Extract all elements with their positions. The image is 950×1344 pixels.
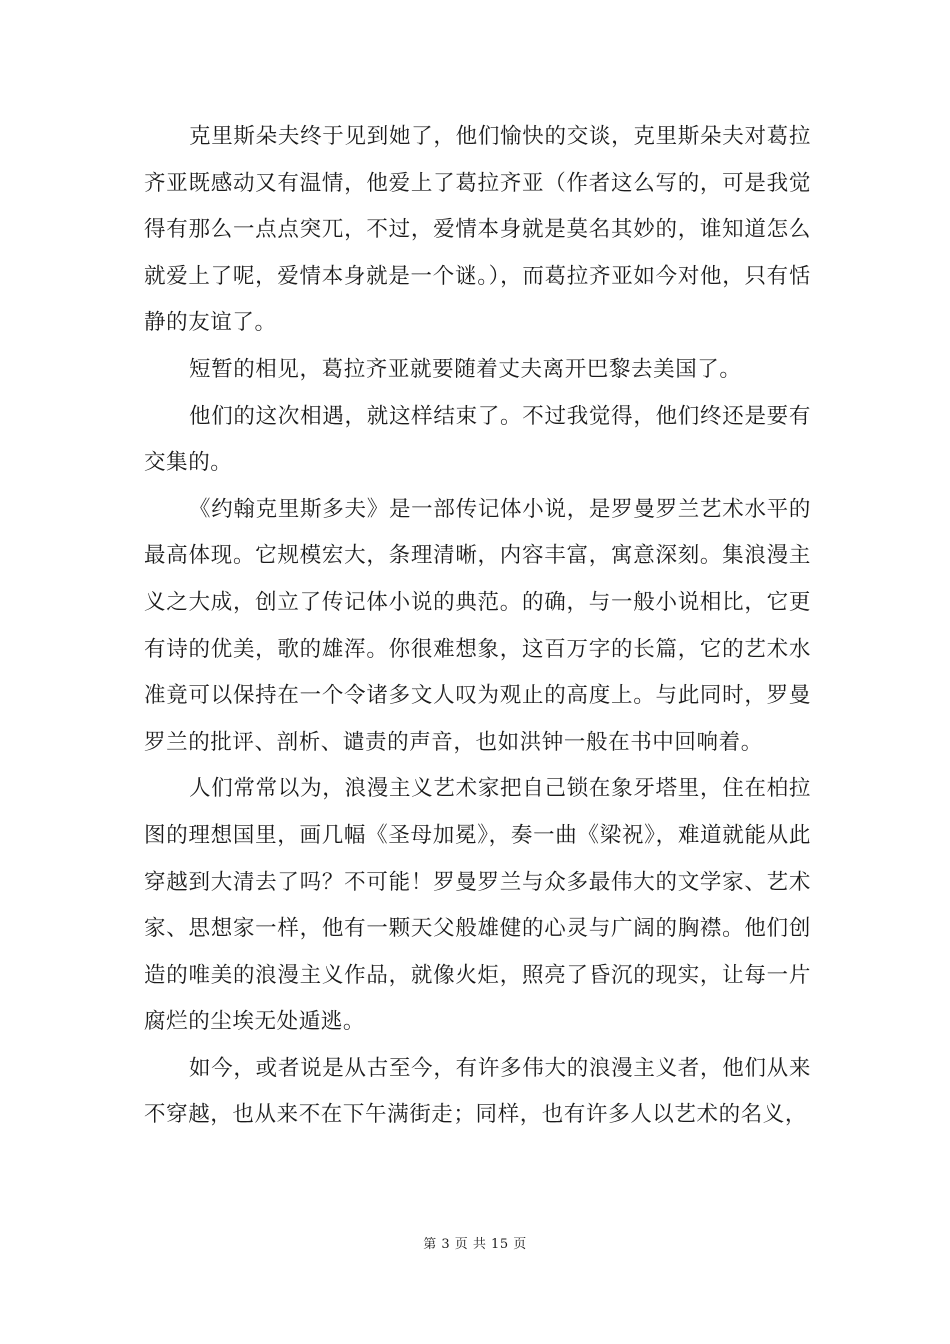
paragraph: 克里斯朵夫终于见到她了，他们愉快的交谈，克里斯朵夫对葛拉齐亚既感动又有温情，他爱上了葛拉齐亚（作者这么写的，可是我觉得有那么一点点突兀，不过，爱情本身就是莫名其妙的，谁知道怎么就爱上了呢，爱情本身就是一个谜。），而葛拉齐亚如今对他，只有恬静的友谊了。	[144, 124, 811, 336]
body-text	[144, 114, 811, 1139]
paragraph: 《约翰克里斯多夫》是一部传记体小说，是罗曼罗兰艺术水平的最高体现。它规模宏大，条理清晰，内容丰富，寓意深刻。集浪漫主义之大成，创立了传记体小说的典范。的确，与一般小说相比，它更有诗的优美，歌的雄浑。你很难想象，这百万字的长篇，它的艺术水准竟可以保持在一个令诸多文人叹为观止的高度上。与此同时，罗曼罗兰的批评、剖析、谴责的声音，也如洪钟一般在书中回响着。	[144, 496, 811, 755]
page-number-footer: 第 3 页 共 15 页	[423, 1237, 527, 1252]
paragraph: 短暂的相见，葛拉齐亚就要随着丈夫离开巴黎去美国了。	[189, 356, 742, 382]
paragraph: 如今，或者说是从古至今，有许多伟大的浪漫主义者，他们从来不穿越，也从来不在下午满街走；同样，也有许多人以艺术的名义，	[144, 1055, 811, 1128]
paragraph: 人们常常以为，浪漫主义艺术家把自己锁在象牙塔里，住在柏拉图的理想国里，画几幅《圣母加冕》，奏一曲《梁祝》，难道就能从此穿越到大清去了吗？不可能！罗曼罗兰与众多最伟大的文学家、艺术家、思想家一样，他有一颗天父般雄健的心灵与广阔的胸襟。他们创造的唯美的浪漫主义作品，就像火炬，照亮了昏沉的现实，让每一片腐烂的尘埃无处遁逃。	[144, 776, 811, 1035]
paragraph: 他们的这次相遇，就这样结束了。不过我觉得，他们终还是要有交集的。	[144, 403, 811, 476]
